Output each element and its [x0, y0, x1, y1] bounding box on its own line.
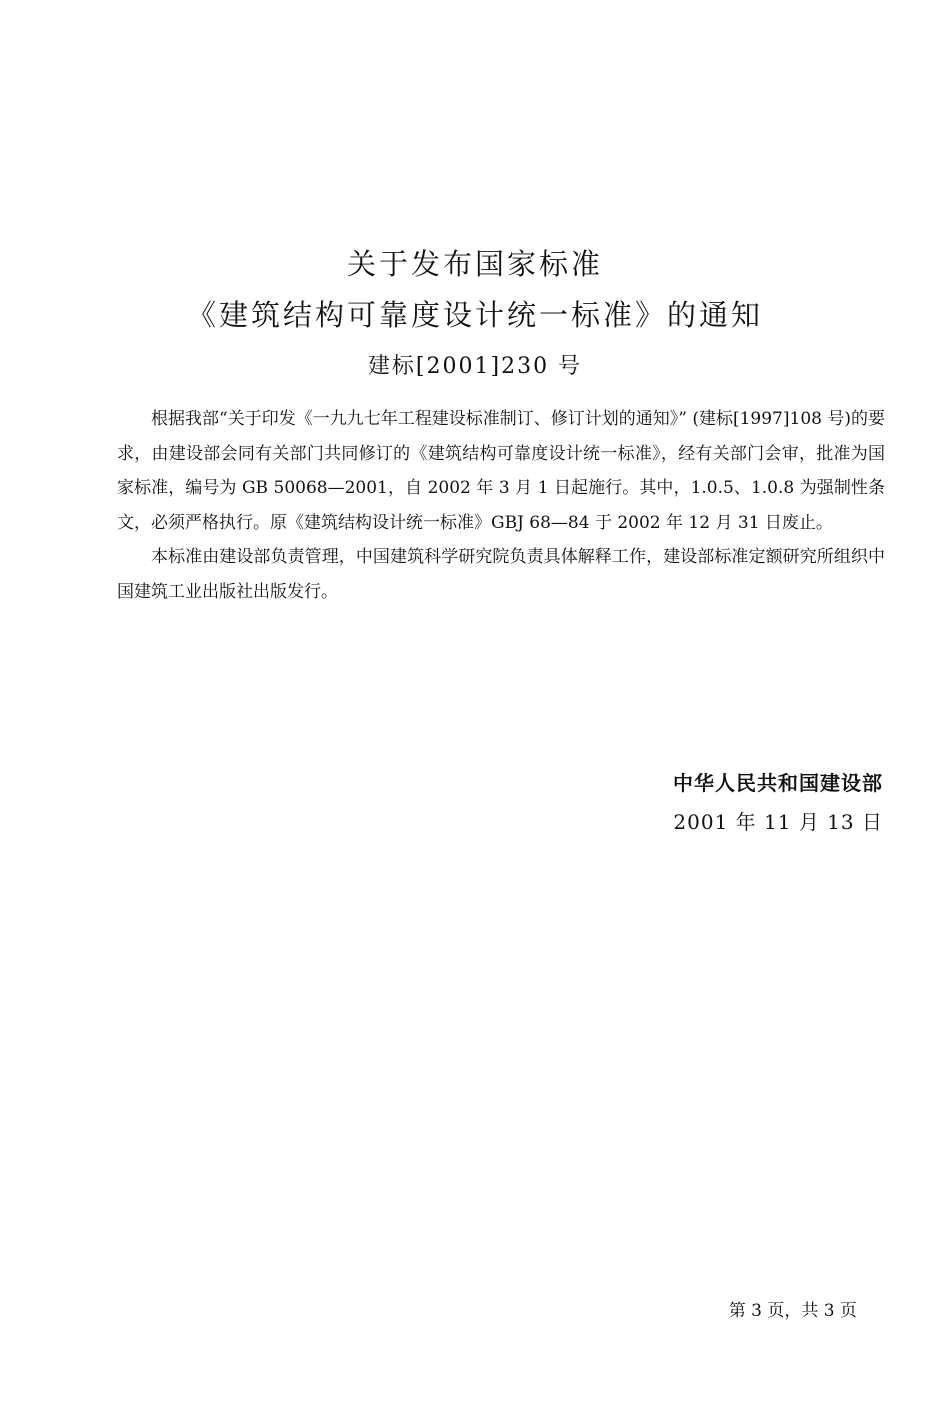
page-indicator: 第 3 页，共 3 页	[728, 1301, 857, 1321]
body-paragraph-1: 根据我部“关于印发《一九九七年工程建设标准制订、修订计划的通知》” (建标[1997]108 号)的要求，由建设部会同有关部门共同修订的《建筑结构可靠度设计统一标准》，经有关部门会审，批准为国家标准，编号为 GB 50068—2001，自 2002 年 3 月 1 日起施行。其中，1.0.5、1.0.8 为强制性条文，必须严格执行。原《建筑结构设计统一标准》GBJ 68—84 于 2002 年 12 月 31 日废止。	[117, 409, 885, 533]
document-number: 建标[2001]230 号	[367, 354, 583, 379]
notice-body	[117, 402, 885, 609]
issuing-authority: 中华人民共和国建设部	[673, 771, 883, 795]
notice-title-line-2: 《建筑结构可靠度设计统一标准》的通知	[186, 298, 763, 332]
body-paragraph-2: 本标准由建设部负责管理，中国建筑科学研究院负责具体解释工作，建设部标准定额研究所组织中国建筑工业出版社出版发行。	[117, 547, 885, 602]
issue-date: 2001 年 11 月 13 日	[673, 810, 883, 834]
notice-title-line-1: 关于发布国家标准	[346, 247, 603, 281]
